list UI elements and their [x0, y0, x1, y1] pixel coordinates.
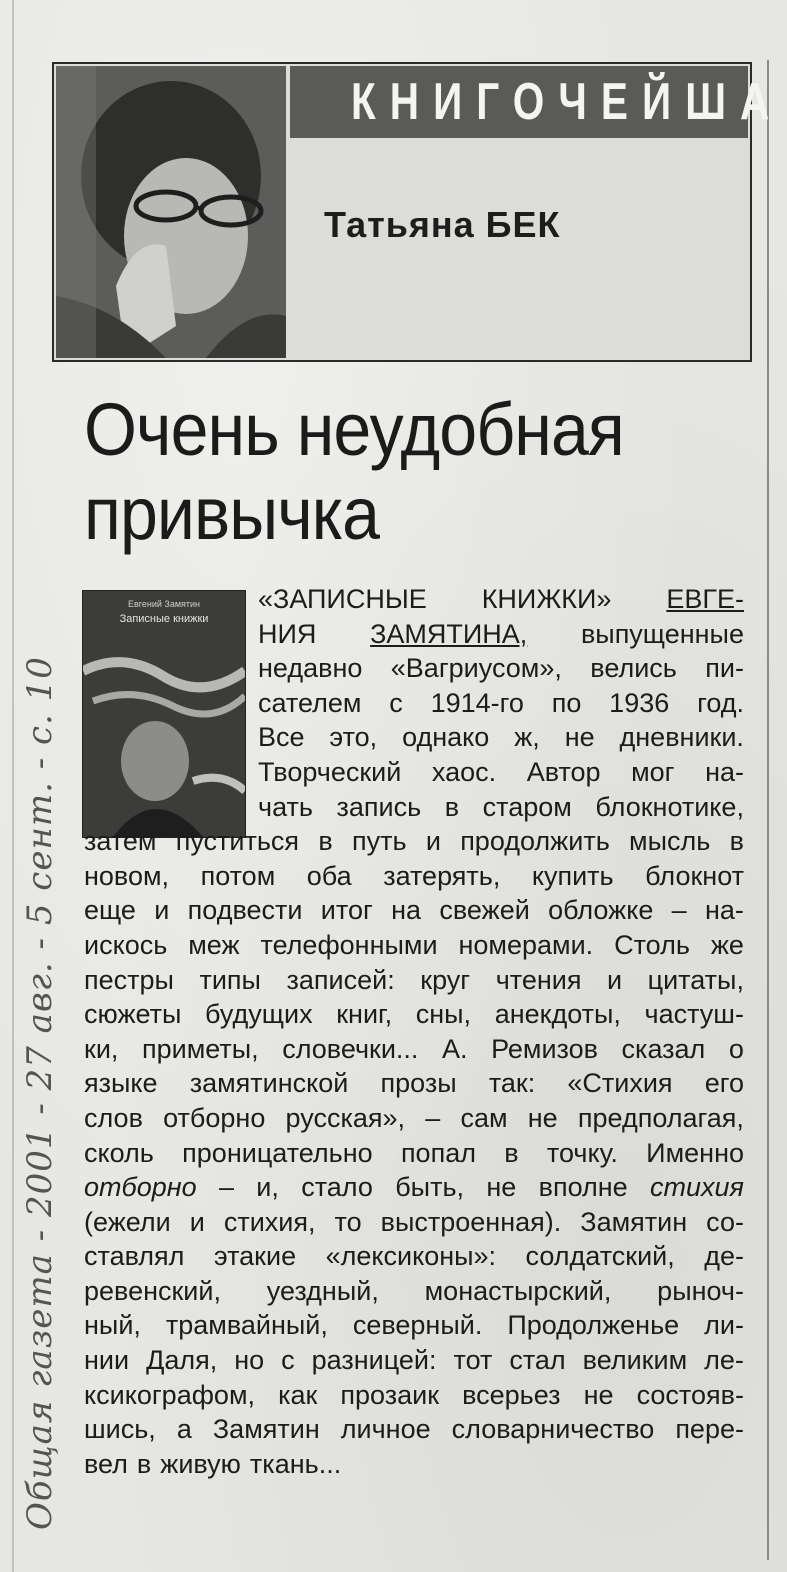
word: не — [527, 1102, 558, 1133]
word: Именно — [646, 1137, 744, 1168]
word: «Вагриусом», — [390, 653, 562, 684]
text-line — [84, 997, 744, 1032]
word: стал — [509, 1345, 566, 1376]
text-line — [84, 790, 744, 825]
word: на- — [705, 895, 744, 926]
word: будущих — [205, 999, 313, 1030]
word: и, — [256, 1172, 279, 1203]
word: запись — [336, 791, 422, 822]
text-line — [84, 1136, 744, 1171]
word: вполне — [538, 1172, 628, 1203]
word: типы — [199, 964, 261, 995]
author-photo — [56, 66, 286, 358]
word: то — [334, 1206, 362, 1237]
word: искось — [84, 929, 168, 960]
text-line — [84, 963, 744, 998]
word: ный, — [84, 1310, 141, 1341]
word: солдатский, — [525, 1241, 675, 1272]
word: а — [176, 1414, 192, 1445]
word: итог — [320, 895, 373, 926]
word: Даля, — [146, 1345, 218, 1376]
word: анекдоты, — [494, 999, 621, 1030]
word: оба — [306, 860, 352, 891]
word: Автор — [526, 756, 601, 787]
word: и — [607, 964, 623, 995]
word: сны, — [415, 999, 472, 1030]
text-line — [84, 582, 744, 617]
word: путь — [351, 826, 407, 857]
article-body — [84, 582, 744, 1481]
word: живую — [160, 1448, 241, 1479]
word: как — [278, 1379, 318, 1410]
word: в — [729, 826, 744, 857]
word: и — [425, 826, 441, 857]
word: не — [583, 1379, 614, 1410]
word: но — [234, 1345, 265, 1376]
text-line — [84, 1308, 744, 1343]
word: свежей — [439, 895, 530, 926]
word: всерьез — [462, 1379, 561, 1410]
word: Творческий — [258, 756, 402, 787]
author-name: Татьяна БЕК — [324, 204, 561, 245]
text-line — [84, 1239, 744, 1274]
text-line — [84, 651, 744, 686]
word: стихия — [650, 1172, 744, 1203]
word: пере- — [675, 1414, 744, 1445]
word: с — [281, 1345, 295, 1376]
word: пестры — [84, 964, 174, 995]
text-line — [84, 720, 744, 755]
word: «Стихия — [567, 1068, 673, 1099]
word: рыноч- — [657, 1275, 744, 1306]
text-line — [84, 1447, 744, 1482]
word: приметы, — [141, 1033, 259, 1064]
text-line — [84, 1101, 744, 1136]
word: русская», — [285, 1102, 406, 1133]
word: ревенский, — [84, 1275, 221, 1306]
headline-line: привычка — [84, 472, 380, 555]
word: в — [444, 791, 460, 822]
word: великим — [582, 1345, 688, 1376]
word: замятинской — [189, 1068, 349, 1099]
word: быть, — [395, 1172, 465, 1203]
word: ставлял — [84, 1241, 185, 1272]
headline-line: Очень неудобная — [84, 388, 624, 471]
word: его — [704, 1068, 744, 1099]
word: велись — [590, 653, 677, 684]
text-line — [84, 1205, 744, 1240]
word: частуш- — [644, 999, 744, 1030]
word: потом — [200, 860, 276, 891]
word: НИЯ — [258, 618, 317, 649]
text-line — [84, 1066, 744, 1101]
text-line — [84, 824, 744, 859]
text-line — [84, 1170, 744, 1205]
text-line — [84, 1274, 744, 1309]
word: дневники. — [619, 722, 744, 753]
word: ЕВГЕ- — [666, 584, 744, 614]
word: ле- — [704, 1345, 744, 1376]
text-line — [84, 617, 744, 652]
word: личное — [340, 1414, 431, 1445]
word: номерами. — [458, 929, 594, 960]
word: еще — [84, 895, 136, 926]
word: обложке — [548, 895, 654, 926]
word: ткань... — [249, 1448, 342, 1479]
word: продолжить — [460, 826, 610, 857]
word: предполагая, — [577, 1102, 744, 1133]
word: северный. — [352, 1310, 483, 1341]
word: в — [318, 826, 333, 857]
word: – — [218, 1172, 234, 1203]
word: сюжеты — [84, 999, 182, 1030]
word: подвести — [187, 895, 303, 926]
word: мысль — [629, 826, 711, 857]
word: сам — [460, 1102, 508, 1133]
word: этакие — [213, 1241, 297, 1272]
word: монастырский, — [424, 1275, 612, 1306]
word: ЗАМЯТИНА, — [370, 618, 528, 649]
word: тот — [453, 1345, 493, 1376]
word: купить — [531, 860, 614, 891]
word: пуститься — [175, 826, 300, 857]
word: шись, — [84, 1414, 156, 1445]
handwritten-note: Общая газета - 2001 - 27 авг. - 5 сент. - с. 10 — [20, 656, 60, 1530]
word: в — [136, 1448, 152, 1479]
word: прозаик — [340, 1379, 440, 1410]
word: стало — [301, 1172, 373, 1203]
column-header — [52, 62, 784, 362]
word: с — [389, 687, 403, 718]
left-margin-rule — [12, 0, 14, 1572]
word: новом, — [84, 860, 170, 891]
text-line — [84, 1378, 744, 1413]
column-rule — [767, 60, 769, 1560]
word: телефонными — [260, 929, 438, 960]
word: 1914-го — [430, 687, 524, 718]
word: сказал — [621, 1033, 706, 1064]
word: – — [425, 1102, 441, 1133]
word: ли- — [704, 1310, 744, 1341]
word: не — [564, 722, 595, 753]
text-line — [84, 686, 744, 721]
text-line — [84, 859, 744, 894]
word: нии — [84, 1345, 130, 1376]
word: Замятин — [212, 1414, 320, 1445]
headline — [84, 388, 744, 556]
word: однако — [402, 722, 490, 753]
word: попал — [400, 1137, 476, 1168]
word: – — [671, 895, 687, 926]
word: Замятин — [580, 1206, 688, 1237]
word: книг, — [336, 999, 393, 1030]
word: прозы — [380, 1068, 457, 1099]
word: со- — [706, 1206, 744, 1237]
text-line — [84, 1343, 744, 1378]
word: разницей: — [311, 1345, 437, 1376]
word: отборно — [84, 1172, 197, 1203]
word: о — [728, 1033, 744, 1064]
word: и — [154, 895, 170, 926]
word: в — [504, 1137, 519, 1168]
word: вел — [84, 1448, 128, 1479]
word: чтения — [495, 964, 582, 995]
word: затерять, — [383, 860, 501, 891]
word: выпущенные — [580, 618, 744, 649]
word: записей: — [286, 964, 395, 995]
word: Столь — [614, 929, 690, 960]
text-line — [84, 755, 744, 790]
word: словечки... — [282, 1033, 419, 1064]
word: не — [486, 1172, 517, 1203]
word: отборно — [163, 1102, 266, 1133]
word: А. — [441, 1033, 468, 1064]
word: же — [710, 929, 744, 960]
word: по — [551, 687, 582, 718]
word: на — [391, 895, 422, 926]
word: ксикографом, — [84, 1379, 256, 1410]
word: цитаты, — [647, 964, 744, 995]
word: состояв- — [636, 1379, 744, 1410]
word: ж, — [514, 722, 540, 753]
word: КНИЖКИ» — [481, 584, 612, 614]
word: ки, — [84, 1033, 119, 1064]
word: 1936 — [609, 687, 670, 718]
word: стихия, — [223, 1206, 316, 1237]
text-line — [84, 893, 744, 928]
word: слов — [84, 1102, 143, 1133]
text-line — [84, 1412, 744, 1447]
word: меж — [188, 929, 240, 960]
word: Все — [258, 722, 305, 753]
word: (ежели — [84, 1206, 171, 1237]
word: сколь — [84, 1137, 154, 1168]
word: так: — [488, 1068, 536, 1099]
word: старом — [482, 791, 572, 822]
word: «лексиконы»: — [325, 1241, 497, 1272]
word: это, — [329, 722, 378, 753]
word: и — [189, 1206, 205, 1237]
word: языке — [84, 1068, 158, 1099]
word: затем — [84, 826, 157, 857]
word: «ЗАПИСНЫЕ — [258, 584, 427, 614]
cover-title: Записные книжки — [119, 613, 209, 625]
word: мог — [631, 756, 675, 787]
word: уездный, — [266, 1275, 379, 1306]
text-line — [84, 1032, 744, 1067]
word: трамвайный, — [165, 1310, 328, 1341]
section-rubric: КНИГОЧЕЙША — [290, 66, 748, 138]
word: проницательно — [182, 1137, 373, 1168]
word: пи- — [705, 653, 744, 684]
word: сателем — [258, 687, 362, 718]
text-line — [84, 928, 744, 963]
word: словарничество — [451, 1414, 655, 1445]
word: хаос. — [431, 756, 497, 787]
word: точку. — [546, 1137, 618, 1168]
word: Продолженье — [507, 1310, 680, 1341]
word: де- — [704, 1241, 744, 1272]
word: блокнотике, — [595, 791, 744, 822]
word: на- — [705, 756, 744, 787]
word: выстроенная). — [380, 1206, 562, 1237]
word: круг — [420, 964, 471, 995]
word: чать — [258, 791, 313, 822]
word: недавно — [258, 653, 363, 684]
word: год. — [697, 687, 744, 718]
word: блокнот — [645, 860, 744, 891]
word: Ремизов — [491, 1033, 598, 1064]
cover-author: Евгений Замятин — [127, 599, 201, 609]
